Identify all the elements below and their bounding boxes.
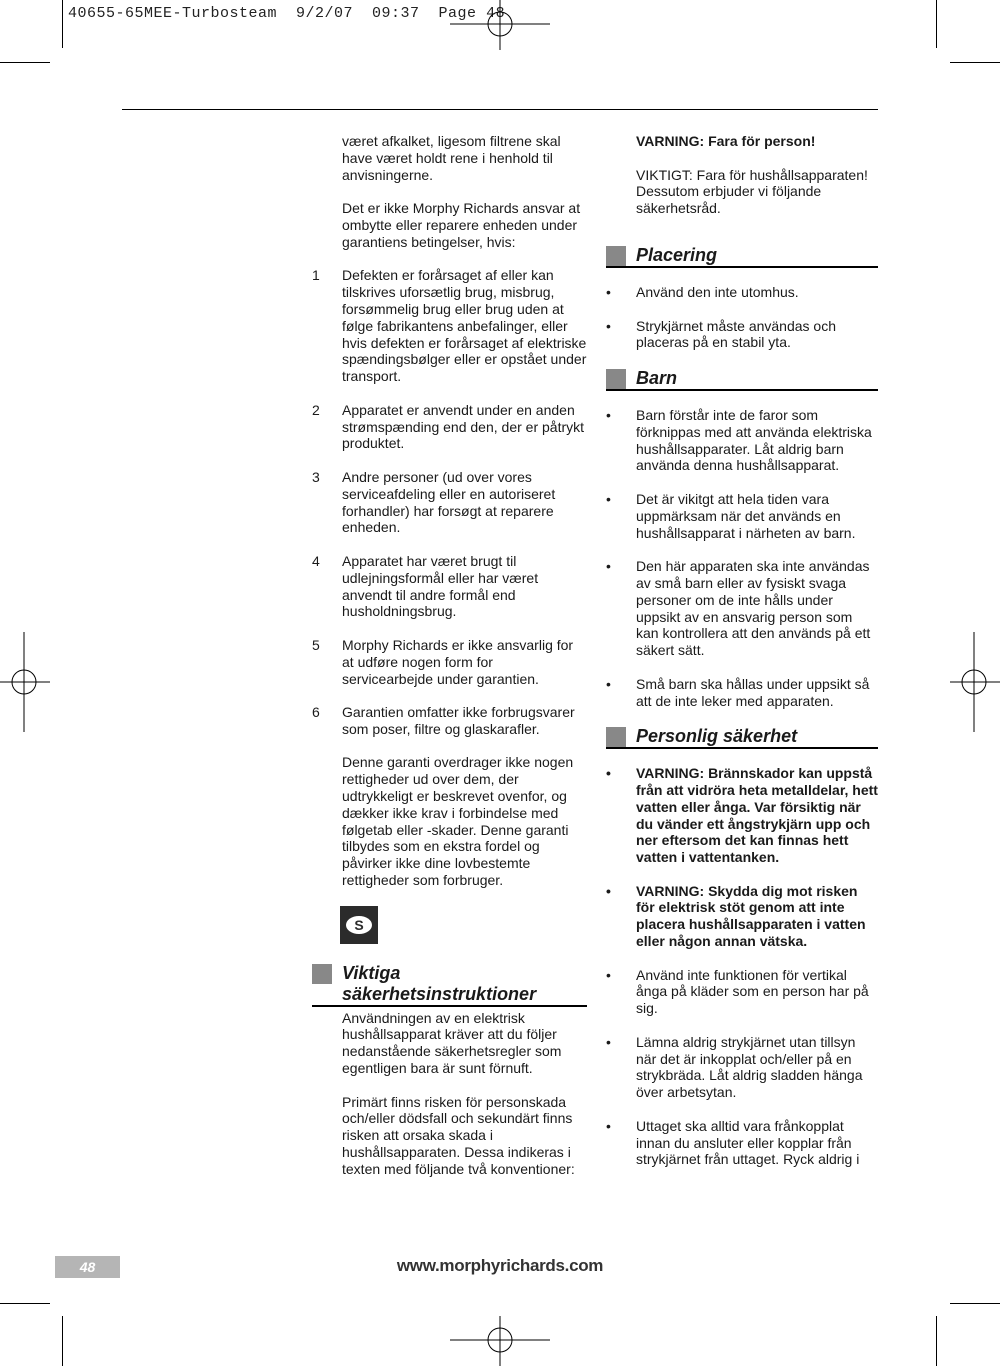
heading-text: Personlig säkerhet [636, 726, 798, 747]
bullet-icon: • [606, 283, 611, 300]
page-number: 48 [55, 1256, 120, 1278]
list-text: Morphy Richards er ikke ansvarlig for at udføre nogen form for servicearbejde under garantien. [342, 636, 574, 687]
bullet-item [606, 676, 878, 710]
list-text: Apparatet har været brugt til udlejningsformål eller har været anvendt til andre formål end husholdningsbrug. [342, 552, 539, 620]
bullet-icon: • [606, 882, 611, 899]
language-letter: S [354, 916, 364, 933]
bullet-item [606, 491, 878, 541]
print-slug: 40655-65MEE-Turbosteam 9/2/07 09:37 Page 48 [68, 5, 506, 22]
swedish-language-badge [340, 906, 378, 944]
crop-mark [936, 1316, 937, 1366]
right-column [606, 133, 878, 1168]
bullet-icon: • [606, 1117, 611, 1134]
section-heading-placering [606, 245, 878, 268]
bullet-icon: • [606, 406, 611, 423]
bullet-text: Strykjärnet måste användas och placeras på en stabil yta. [636, 317, 836, 351]
bullet-icon: • [606, 558, 611, 575]
bullet-text: VARNING: Brännskador kan uppstå från att vidröra heta metalldelar, hett vatten eller ånga. Var försiktig när du vänder ett ångstrykjärn upp och ner eftersom det kan finnas hett vatten i vattentanken. [636, 765, 878, 866]
list-number: 6 [312, 704, 320, 721]
crop-mark [62, 1316, 63, 1366]
bullet-text: Använd den inte utomhus. [636, 283, 799, 300]
bullet-item [606, 284, 878, 301]
bullet-item [606, 407, 878, 474]
bullet-text: Använd inte funktionen för vertikal ånga på kläder som en person har på sig. [636, 966, 869, 1017]
top-rule [122, 109, 878, 110]
list-item [312, 402, 587, 452]
list-item [312, 704, 587, 738]
bullet-item [606, 1118, 878, 1168]
list-number: 4 [312, 552, 320, 569]
bullet-icon: • [606, 765, 611, 782]
crop-mark [0, 1303, 50, 1304]
bullet-text: Den här apparaten ska inte användas av små barn eller av fysiskt svaga personer om de inte hålls under uppsikt av en ansvarig person som kan kontrollera att den används på ett säkert sätt. [636, 558, 871, 659]
list-item [312, 637, 587, 687]
crop-mark [950, 62, 1000, 63]
bullet-text: Lämna aldrig strykjärnet utan tillsyn när det är inkopplat och/eller på en strykbräda. Låt aldrig sladden hänga över arbetsytan. [636, 1033, 863, 1101]
safety-paragraph: Primärt finns risken för personskada och/eller dödsfall och sekundärt finns risken att orsaka skada i hushållsapparaten. Dessa indikeras i texten med följande två konventioner: [342, 1093, 575, 1177]
bullet-text: Det är vikitgt att hela tiden vara uppmärksam när det används en hushållsapparat i närheten av barn. [636, 490, 856, 541]
list-text: Apparatet er anvendt under en anden strømspænding end den, der er påtrykt produktet. [342, 401, 585, 452]
heading-square-icon [606, 727, 626, 747]
crop-mark [950, 1303, 1000, 1304]
middle-column [312, 133, 587, 1194]
heading-text: Barn [636, 367, 678, 388]
bullet-text: Små barn ska hållas under uppsikt så att de inte leker med apparaten. [636, 675, 870, 709]
important-convention: VIKTIGT: Fara för hushållsapparaten! Dessutom erbjuder vi följande säkerhetsråd. [636, 166, 868, 217]
list-text: Andre personer (ud over vores serviceafdeling eller en autoriseret forhandler) har forsøgt at reparere enheden. [342, 468, 556, 536]
registration-mark-left [0, 632, 50, 732]
intro-paragraph: Det er ikke Morphy Richards ansvar at ombytte eller reparere enheden under garantiens betingelser, hvis: [342, 200, 581, 250]
section-heading-safety [312, 963, 587, 1007]
bullet-icon: • [606, 1033, 611, 1050]
crop-mark [936, 0, 937, 48]
section-heading-barn [606, 368, 878, 391]
guarantee-outro: Denne garanti overdrager ikke nogen rettigheder ud over dem, der udtrykkeligt er beskrevet ovenfor, og dækker ikke krav i forbindelse med følgetab eller -skader. Denne garanti tilbydes som en ekstra fordel og påvirker ikke dine lovbestemte rettigheder som forbruger. [342, 754, 574, 889]
heading-square-icon [312, 964, 332, 984]
bullet-item [606, 883, 878, 950]
bullet-icon: • [606, 490, 611, 507]
bullet-icon: • [606, 675, 611, 692]
bullet-text: VARNING: Skydda dig mot risken för elektrisk stöt genom att inte placera hushållsapparaten i vatten eller någon annan vätska. [636, 882, 866, 950]
list-item [312, 469, 587, 536]
crop-mark [0, 62, 50, 63]
heading-line: Viktiga [342, 962, 401, 983]
list-number: 5 [312, 636, 320, 653]
bullet-item [606, 967, 878, 1017]
registration-mark-top [450, 0, 550, 50]
bullet-icon: • [606, 317, 611, 334]
heading-text: Placering [636, 244, 718, 265]
bullet-icon: • [606, 966, 611, 983]
list-text: Defekten er forårsaget af eller kan tilskrives uforsætlig brug, misbrug, forsømmelig brug eller brug uden at følge fabrikantens anbefalinger, eller hvis defekten er forårsaget af elektriske spændingsbølger eller er opstået under transport. [342, 267, 587, 385]
warning-convention: VARNING: Fara för person! [636, 133, 816, 149]
list-item [312, 267, 587, 385]
bullet-item [606, 1034, 878, 1101]
registration-mark-right [950, 632, 1000, 732]
list-number: 3 [312, 468, 320, 485]
section-heading-personlig [606, 726, 878, 749]
heading-square-icon [606, 246, 626, 266]
bullet-text: Barn förstår inte de faror som förknippas med att använda elektriska hushållsapparater. Låt aldrig barn använda denna hushållsapparat. [636, 406, 872, 474]
heading-square-icon [606, 369, 626, 389]
bullet-item [606, 765, 878, 866]
heading-line: säkerhetsinstruktioner [342, 983, 537, 1004]
bullet-item [606, 318, 878, 352]
crop-mark [62, 0, 63, 48]
list-text: Garantien omfatter ikke forbrugsvarer som poser, filtre og glaskarafler. [342, 704, 575, 737]
registration-mark-bottom [450, 1316, 550, 1366]
list-item [312, 553, 587, 620]
list-number: 2 [312, 401, 320, 418]
bullet-text: Uttaget ska alltid vara frånkopplat innan du ansluter eller kopplar från strykjärnet från uttaget. Ryck aldrig i [636, 1117, 860, 1168]
intro-paragraph: været afkalket, ligesom filtrene skal have været holdt rene i henhold til anvisningerne. [342, 133, 561, 183]
safety-paragraph: Användningen av en elektrisk hushållsapparat kräver att du följer nedanstående säkerhetsregler som egentligen bara är sunt förnuft. [342, 1009, 562, 1077]
list-number: 1 [312, 267, 320, 284]
bullet-item [606, 558, 878, 659]
website-url: www.morphyrichards.com [396, 1256, 604, 1275]
